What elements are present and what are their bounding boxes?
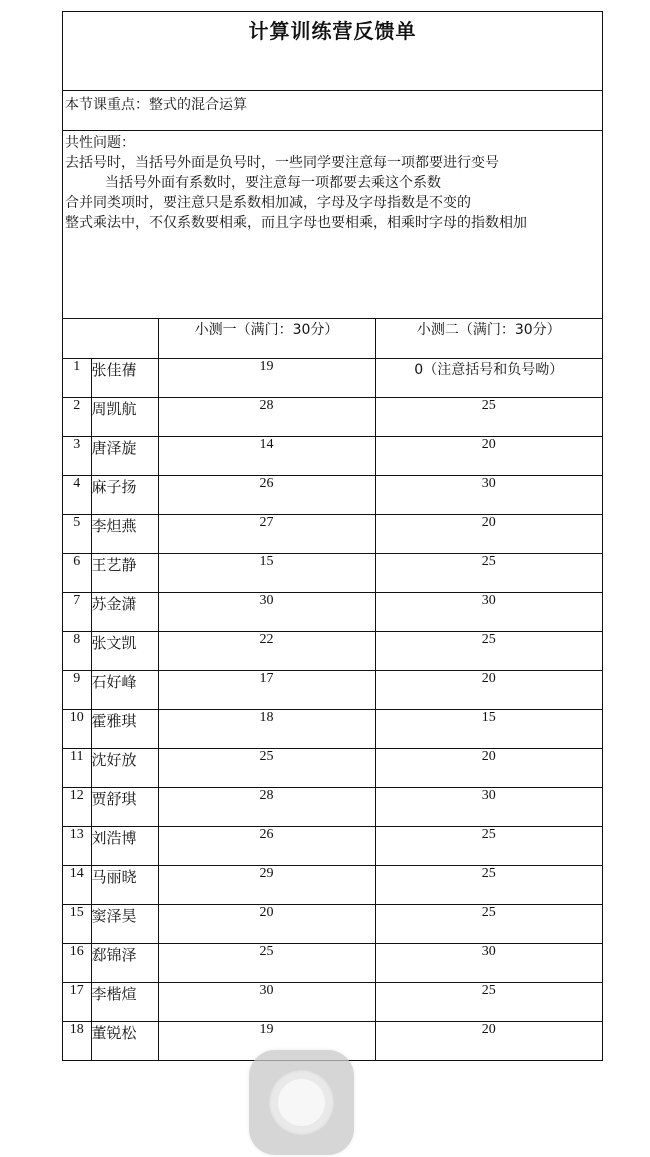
common-issue-line: 当括号外面有系数时，要注意每一项都要去乘这个系数 — [105, 175, 441, 191]
test1-score: 29 — [158, 865, 375, 904]
row-index: 5 — [63, 514, 91, 553]
row-index: 16 — [63, 943, 91, 982]
row-index: 12 — [63, 787, 91, 826]
student-name: 苏金潇 — [91, 592, 158, 631]
test1-score: 30 — [158, 982, 375, 1021]
test1-score: 27 — [158, 514, 375, 553]
test1-score: 26 — [158, 826, 375, 865]
common-issues-section — [63, 131, 602, 319]
test2-score: 25 — [375, 397, 602, 436]
common-issue-line: 合并同类项时，要注意只是系数相加减，字母及字母指数是不变的 — [65, 195, 471, 211]
test1-score: 22 — [158, 631, 375, 670]
student-name: 张文凯 — [91, 631, 158, 670]
row-index: 11 — [63, 748, 91, 787]
test1-score: 25 — [158, 748, 375, 787]
row-index: 17 — [63, 982, 91, 1021]
row-index: 15 — [63, 904, 91, 943]
test2-score: 25 — [375, 553, 602, 592]
row-index: 14 — [63, 865, 91, 904]
test1-score: 28 — [158, 787, 375, 826]
row-index: 3 — [63, 436, 91, 475]
table-row — [63, 943, 602, 982]
student-name: 郄锦泽 — [91, 943, 158, 982]
row-index: 10 — [63, 709, 91, 748]
student-name: 麻子扬 — [91, 475, 158, 514]
feedback-sheet — [62, 11, 603, 1061]
student-name: 窦泽昊 — [91, 904, 158, 943]
test1-score: 15 — [158, 553, 375, 592]
test2-score: 30 — [375, 475, 602, 514]
student-name: 石好峰 — [91, 670, 158, 709]
test1-score: 28 — [158, 397, 375, 436]
student-name: 李炟燕 — [91, 514, 158, 553]
test2-score: 20 — [375, 1021, 602, 1060]
student-name: 沈好放 — [91, 748, 158, 787]
test1-score: 18 — [158, 709, 375, 748]
table-row — [63, 826, 602, 865]
header-student-cell — [63, 319, 158, 358]
table-row — [63, 865, 602, 904]
lesson-focus-section — [63, 91, 602, 131]
home-button-core — [278, 1079, 325, 1126]
lesson-focus-text: 本节课重点：整式的混合运算 — [65, 97, 247, 113]
test2-score: 20 — [375, 514, 602, 553]
row-index: 9 — [63, 670, 91, 709]
common-issue-line: 去括号时，当括号外面是负号时，一些同学要注意每一项都要进行变号 — [65, 155, 499, 171]
score-table — [63, 319, 602, 1060]
row-index: 7 — [63, 592, 91, 631]
test2-score: 25 — [375, 982, 602, 1021]
student-name: 霍雅琪 — [91, 709, 158, 748]
table-row — [63, 670, 602, 709]
test1-score: 30 — [158, 592, 375, 631]
table-header-row — [63, 319, 602, 358]
row-index: 4 — [63, 475, 91, 514]
test2-score: 25 — [375, 631, 602, 670]
student-name: 周凯航 — [91, 397, 158, 436]
common-issues-heading: 共性问题： — [65, 135, 135, 151]
row-index: 18 — [63, 1021, 91, 1060]
table-row — [63, 748, 602, 787]
table-row — [63, 514, 602, 553]
test1-score: 19 — [158, 1021, 375, 1060]
page-title: 计算训练营反馈单 — [248, 19, 417, 43]
row-index: 13 — [63, 826, 91, 865]
test2-score: 20 — [375, 436, 602, 475]
student-name: 刘浩博 — [91, 826, 158, 865]
test1-score: 17 — [158, 670, 375, 709]
student-name: 李楷煊 — [91, 982, 158, 1021]
table-row — [63, 982, 602, 1021]
common-issue-line: 整式乘法中，不仅系数要相乘，而且字母也要相乘，相乘时字母的指数相加 — [65, 215, 527, 231]
test2-score: 20 — [375, 670, 602, 709]
test2-score: 20 — [375, 748, 602, 787]
test2-score: 30 — [375, 943, 602, 982]
test1-score: 25 — [158, 943, 375, 982]
table-row — [63, 904, 602, 943]
table-row — [63, 709, 602, 748]
student-name: 唐泽旋 — [91, 436, 158, 475]
row-index: 1 — [63, 358, 91, 397]
row-index: 6 — [63, 553, 91, 592]
table-row — [63, 397, 602, 436]
student-name: 贾舒琪 — [91, 787, 158, 826]
table-row — [63, 475, 602, 514]
home-button-ring — [269, 1070, 334, 1135]
header-test1: 小测一（满门：30分） — [158, 319, 375, 358]
row-index: 8 — [63, 631, 91, 670]
assistive-touch-home-button-icon[interactable] — [249, 1050, 354, 1155]
student-name: 董锐松 — [91, 1021, 158, 1060]
title-section — [63, 12, 602, 91]
row-index: 2 — [63, 397, 91, 436]
test2-score: 25 — [375, 904, 602, 943]
test2-score: 30 — [375, 787, 602, 826]
test2-score: 15 — [375, 709, 602, 748]
test2-score: 30 — [375, 592, 602, 631]
student-name: 张佳蒨 — [91, 358, 158, 397]
table-row — [63, 436, 602, 475]
test1-score: 20 — [158, 904, 375, 943]
student-name: 王艺静 — [91, 553, 158, 592]
test1-score: 19 — [158, 358, 375, 397]
test2-score: 25 — [375, 826, 602, 865]
table-row — [63, 358, 602, 397]
table-row — [63, 553, 602, 592]
table-row — [63, 592, 602, 631]
test2-score: 0（注意括号和负号呦） — [375, 358, 602, 397]
table-row — [63, 631, 602, 670]
table-row — [63, 787, 602, 826]
test2-score: 25 — [375, 865, 602, 904]
test1-score: 14 — [158, 436, 375, 475]
student-name: 马丽晓 — [91, 865, 158, 904]
test1-score: 26 — [158, 475, 375, 514]
header-test2: 小测二（满门：30分） — [375, 319, 602, 358]
